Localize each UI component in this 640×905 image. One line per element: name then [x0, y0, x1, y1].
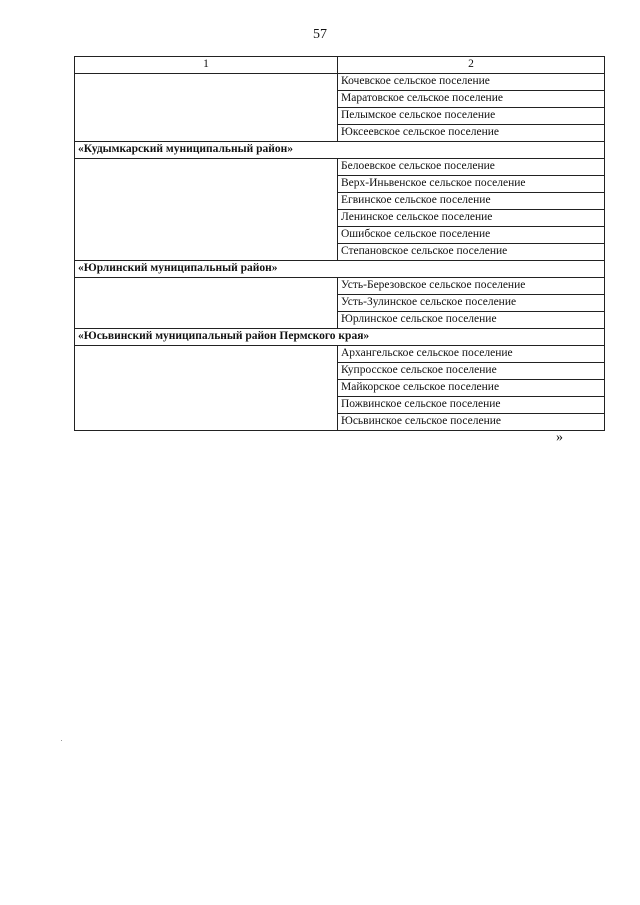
district-row: [75, 261, 605, 278]
settlement-name: Купросское сельское поселение: [338, 363, 605, 380]
district-row: [75, 142, 605, 159]
settlement-name: Белоевское сельское поселение: [338, 159, 605, 176]
settlement-name: Ошибское сельское поселение: [338, 227, 605, 244]
settlements-table: [74, 56, 605, 431]
table-header-row: [75, 57, 605, 74]
district-cell-empty: [75, 278, 338, 329]
column-header-1: 1: [75, 57, 338, 74]
settlement-row: [75, 74, 605, 91]
settlement-name: Юксеевское сельское поселение: [338, 125, 605, 142]
district-cell-empty: [75, 74, 338, 142]
scan-speck: [61, 740, 62, 741]
settlement-row: [75, 159, 605, 176]
settlement-name: Пелымское сельское поселение: [338, 108, 605, 125]
district-name: «Кудымкарский муниципальный район»: [75, 142, 605, 159]
settlement-row: [75, 278, 605, 295]
settlement-name: Майкорское сельское поселение: [338, 380, 605, 397]
page-number: 57: [313, 27, 327, 42]
district-cell-empty: [75, 346, 338, 431]
settlement-name: Степановское сельское поселение: [338, 244, 605, 261]
district-cell-empty: [75, 159, 338, 261]
settlement-name: Юсьвинское сельское поселение: [338, 414, 605, 431]
district-name: «Юрлинский муниципальный район»: [75, 261, 605, 278]
table-body: [75, 57, 605, 431]
settlement-name: Ленинское сельское поселение: [338, 210, 605, 227]
settlement-name: Усть-Березовское сельское поселение: [338, 278, 605, 295]
settlement-name: Архангельское сельское поселение: [338, 346, 605, 363]
settlement-name: Егвинское сельское поселение: [338, 193, 605, 210]
settlement-row: [75, 346, 605, 363]
district-row: [75, 329, 605, 346]
column-header-2: 2: [338, 57, 605, 74]
closing-quote: »: [556, 430, 563, 445]
settlement-name: Юрлинское сельское поселение: [338, 312, 605, 329]
settlement-name: Пожвинское сельское поселение: [338, 397, 605, 414]
settlement-name: Кочевское сельское поселение: [338, 74, 605, 91]
settlement-name: Верх-Иньвенское сельское поселение: [338, 176, 605, 193]
district-name: «Юсьвинский муниципальный район Пермского края»: [75, 329, 605, 346]
settlement-name: Усть-Зулинское сельское поселение: [338, 295, 605, 312]
settlement-name: Маратовское сельское поселение: [338, 91, 605, 108]
